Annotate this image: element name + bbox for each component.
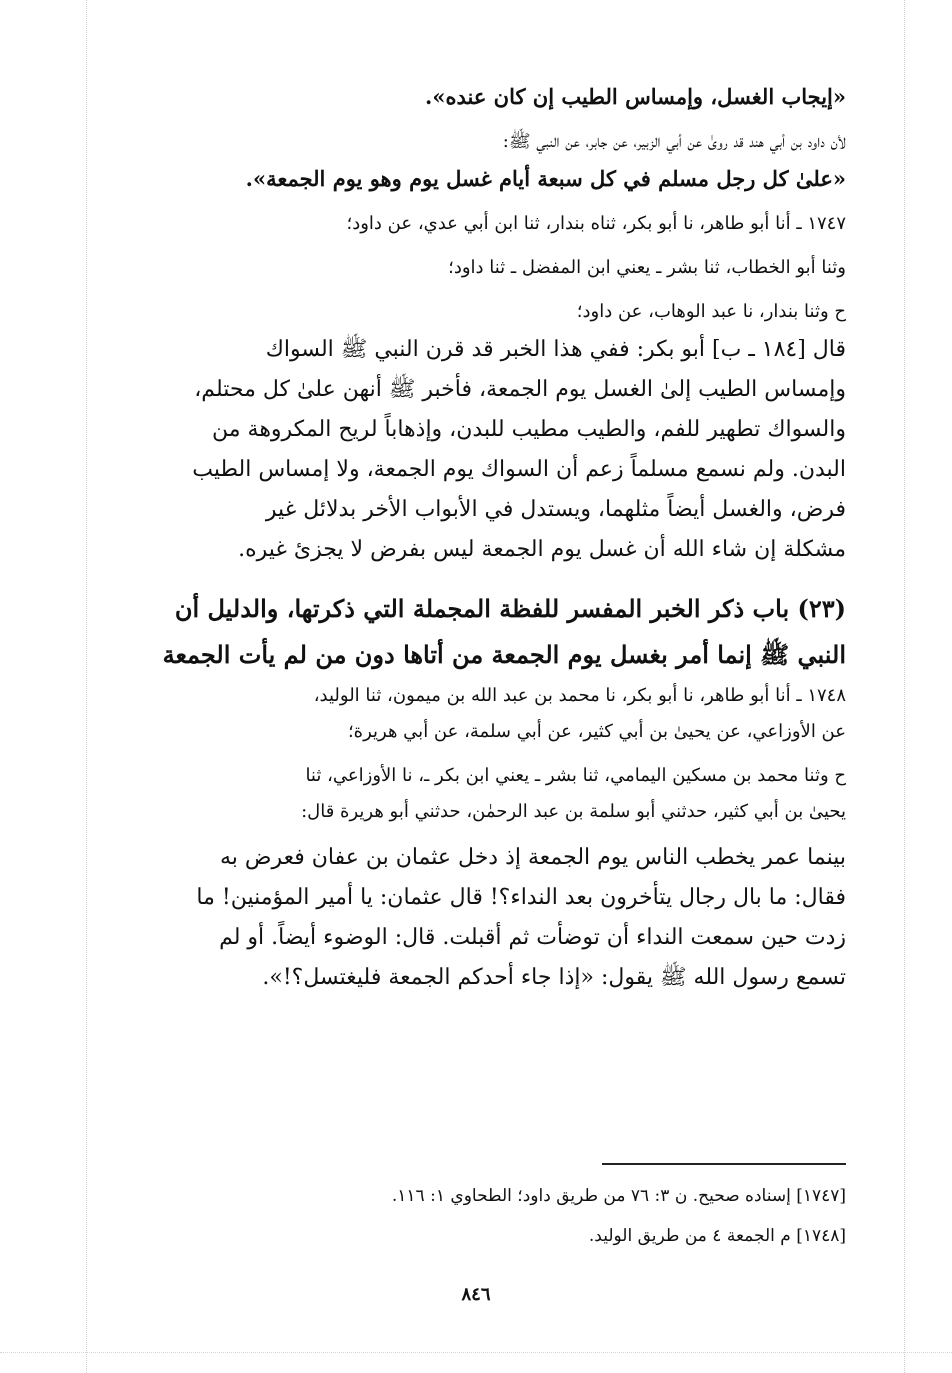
- heading-line: النبي ﷺ إنما أمر بغسل يوم الجمعة من أتاها دون من لم يأت الجمعة: [162, 640, 846, 669]
- footnote: [١٧٤٨] م الجمعة ٤ من طريق الوليد.: [588, 1226, 846, 1246]
- chapter-heading: [90, 586, 846, 678]
- paragraph-line: والسواك تطهير للفم، والطيب مطيب للبدن، وإذهاباً لريح المكروهة من: [212, 417, 846, 442]
- isnad-line: لأن داود بن أبي هند قد رویٰ عن أبي الزبير، عن جابر، عن النبي ﷺ:: [502, 131, 846, 152]
- paragraph-line: فقال: ما بال رجال يتأخرون بعد النداء؟! قال عثمان: يا أمير المؤمنين! ما: [196, 885, 846, 910]
- footnote: [١٧٤٧] إسناده صحيح. ن ٣: ٧٦ من طريق داود؛ الطحاوي ١: ١١٦.: [391, 1186, 846, 1206]
- isnad-line: يحيىٰ بن أبي كثير، حدثني أبو سلمة بن عبد الرحمٰن، حدثني أبو هريرة قال:: [301, 801, 846, 822]
- isnad-line: عن الأوزاعي، عن يحيىٰ بن أبي كثير، عن أبي سلمة، عن أبي هريرة؛: [347, 721, 846, 742]
- footnote-divider: [602, 1163, 846, 1165]
- isnad-line: ح وثنا بندار، نا عبد الوهاب، عن داود؛: [576, 301, 846, 322]
- paragraph-line: فرض، والغسل أيضاً مثلهما، ويستدل في الأبواب الأخر بدلائل غير: [265, 497, 846, 522]
- paragraph-line: بينما عمر يخطب الناس يوم الجمعة إذ دخل عثمان بن عفان فعرض به: [219, 845, 846, 870]
- isnad-line: ح وثنا محمد بن مسكين اليمامي، ثنا بشر ـ يعني ابن بكر ـ، نا الأوزاعي، ثنا: [305, 765, 846, 786]
- paragraph-line: قال [١٨٤ ـ ب] أبو بكر: ففي هذا الخبر قد قرن النبي ﷺ السواك: [265, 337, 846, 362]
- page-number: ٨٤٦: [461, 1284, 491, 1305]
- isnad-block: [90, 758, 846, 830]
- scan-artifact: [0, 1352, 952, 1353]
- isnad-line: ١٧٤٧ ـ أنا أبو طاهر، نا أبو بكر، ثناه بندار، ثنا ابن أبي عدي، عن داود؛: [346, 213, 846, 234]
- paragraph-line: البدن. ولم نسمع مسلماً زعم أن السواك يوم الجمعة، ولا إمساس الطيب: [192, 457, 846, 482]
- paragraph-line: وإمساس الطيب إلىٰ الغسل يوم الجمعة، فأخبر ﷺ أنهن علىٰ كل محتلم،: [194, 377, 846, 402]
- paragraph-line: زدت حين سمعت النداء أن توضأت ثم أقبلت. قال: الوضوء أيضاً. أو لم: [219, 925, 846, 950]
- hadith-paragraph: [90, 838, 846, 998]
- page-body: [90, 78, 846, 998]
- hadith-text: «إيجاب الغسل، وإمساس الطيب إن كان عنده».: [425, 84, 846, 109]
- scan-artifact: [86, 0, 87, 1373]
- isnad-block: [90, 678, 846, 750]
- scan-artifact: [904, 0, 905, 1373]
- isnad-line: وثنا أبو الخطاب، ثنا بشر ـ يعني ابن المفضل ـ ثنا داود؛: [448, 257, 846, 278]
- isnad-line: ١٧٤٨ ـ أنا أبو طاهر، نا أبو بكر، نا محمد بن عبد الله بن ميمون، ثنا الوليد،: [313, 685, 846, 706]
- heading-line: (٢٣) باب ذكر الخبر المفسر للفظة المجملة التي ذكرتها، والدليل أن: [174, 594, 846, 623]
- footnotes: [90, 1176, 846, 1256]
- paragraph-line: تسمع رسول الله ﷺ يقول: «إذا جاء أحدكم الجمعة فليغتسل؟!».: [262, 965, 846, 990]
- hadith-text: «علىٰ كل رجل مسلم في كل سبعة أيام غسل يوم وهو يوم الجمعة».: [245, 166, 846, 191]
- paragraph-line: مشكلة إن شاء الله أن غسل يوم الجمعة ليس بفرض لا يجزئ غيره.: [238, 537, 846, 562]
- commentary-paragraph: [90, 330, 846, 570]
